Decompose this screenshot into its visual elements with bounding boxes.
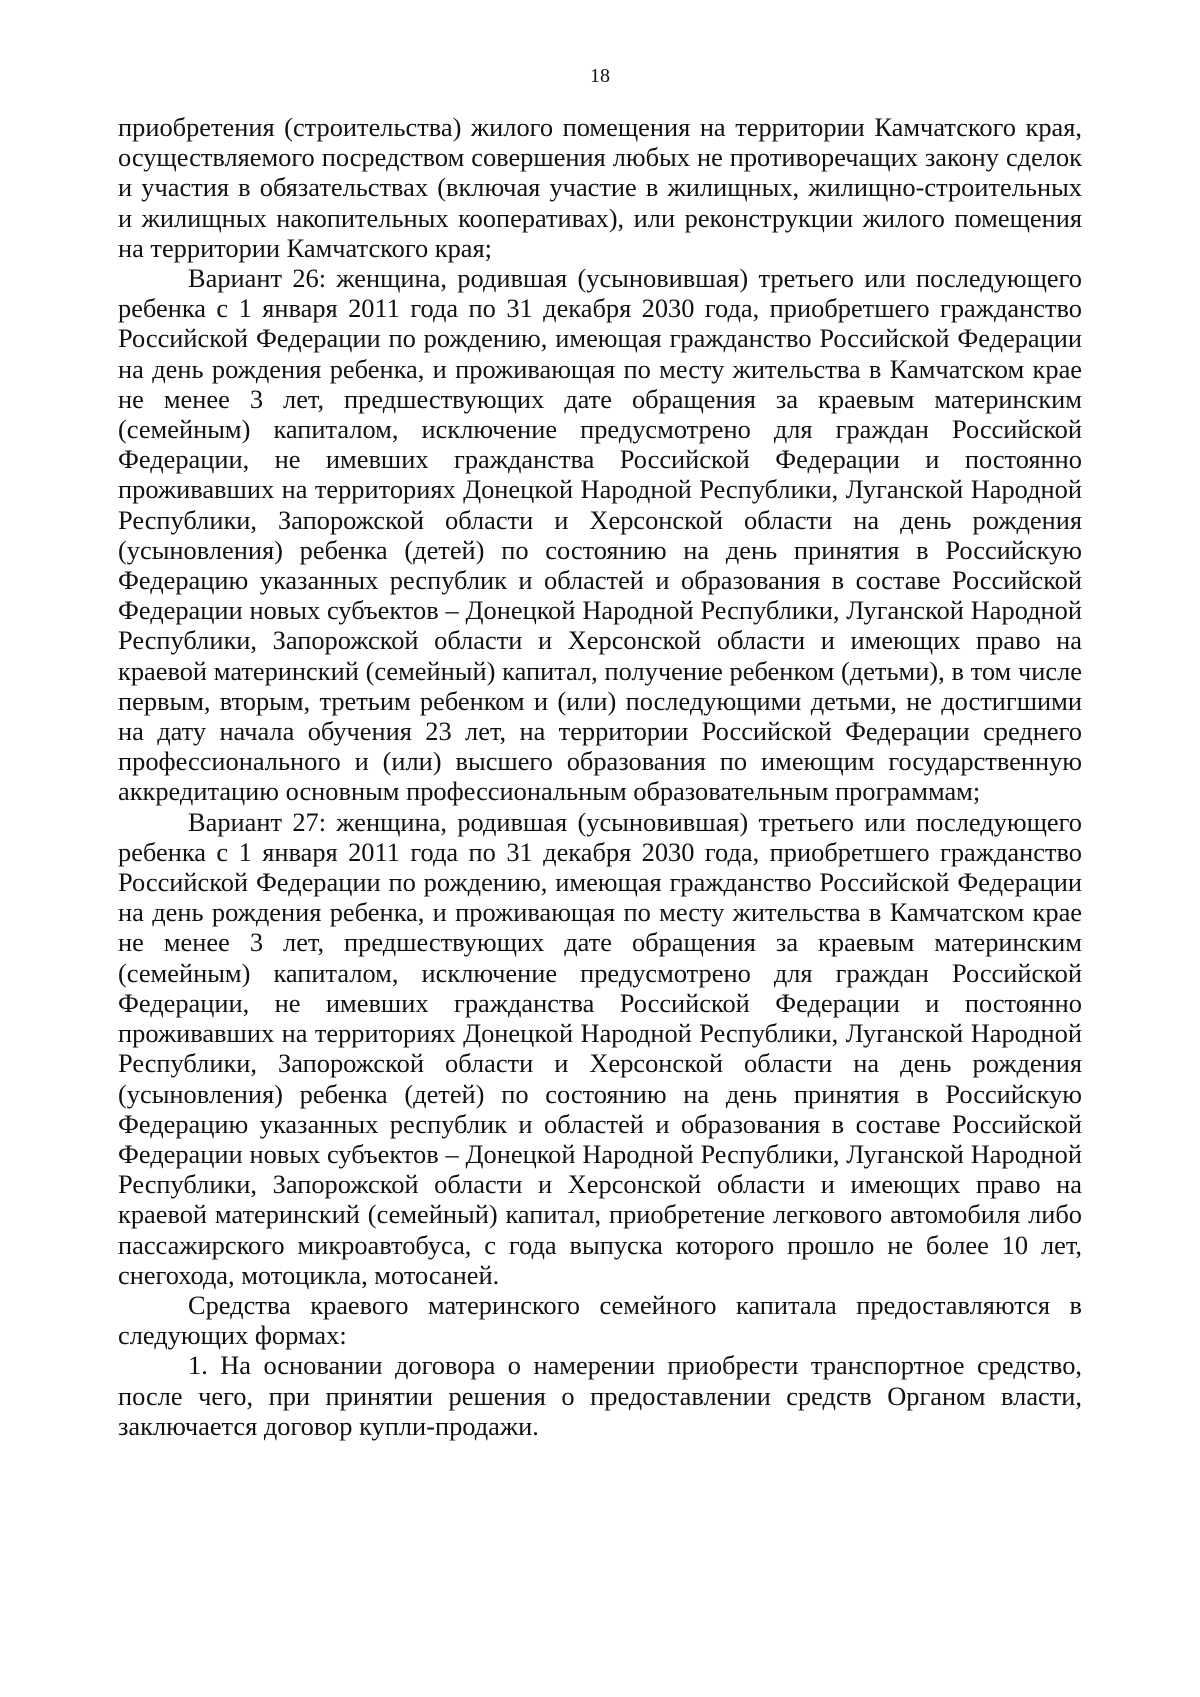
paragraph-item-1: 1. На основании договора о намерении приобрести транспортное средство, после чего, при принятии решения о предоставлении средств Органом власти, заключается договор купли-продажи. (118, 1350, 1082, 1441)
document-body (118, 112, 1082, 1441)
paragraph-variant-27: Вариант 27: женщина, родившая (усыновившая) третьего или последующего ребенка с 1 января 2011 года по 31 декабря 2030 года, приобретшего гражданство Российской Федерации по рождению, имеющая гражданство Российской Федерации на день рождения ребенка, и проживающая по месту жительства в Камчатском крае не менее 3 лет, предшествующих дате обращения за краевым материнским (семейным) капиталом, исключение предусмотрено для граждан Российской Федерации, не имевших гражданства Российской Федерации и постоянно проживавших на территориях Донецкой Народной Республики, Луганской Народной Республики, Запорожской области и Херсонской области на день рождения (усыновления) ребенка (детей) по состоянию на день принятия в Российскую Федерацию указанных республик и областей и образования в составе Российской Федерации новых субъектов – Донецкой Народной Республики, Луганской Народной Республики, Запорожской области и Херсонской области и имеющих право на краевой материнский (семейный) капитал, приобретение легкового автомобиля либо пассажирского микроавтобуса, с года выпуска которого прошло не более 10 лет, снегохода, мотоцикла, мотосаней. (118, 806, 1082, 1290)
paragraph-continuation: приобретения (строительства) жилого помещения на территории Камчатского края, осуществляемого посредством совершения любых не противоречащих закону сделок и участия в обязательствах (включая участие в жилищных, жилищно-строительных и жилищных накопительных кооперативах), или реконструкции жилого помещения на территории Камчатского края; (118, 112, 1082, 263)
paragraph-variant-26: Вариант 26: женщина, родившая (усыновившая) третьего или последующего ребенка с 1 января 2011 года по 31 декабря 2030 года, приобретшего гражданство Российской Федерации по рождению, имеющая гражданство Российской Федерации на день рождения ребенка, и проживающая по месту жительства в Камчатском крае не менее 3 лет, предшествующих дате обращения за краевым материнским (семейным) капиталом, исключение предусмотрено для граждан Российской Федерации, не имевших гражданства Российской Федерации и постоянно проживавших на территориях Донецкой Народной Республики, Луганской Народной Республики, Запорожской области и Херсонской области на день рождения (усыновления) ребенка (детей) по состоянию на день принятия в Российскую Федерацию указанных республик и областей и образования в составе Российской Федерации новых субъектов – Донецкой Народной Республики, Луганской Народной Республики, Запорожской области и Херсонской области и имеющих право на краевой материнский (семейный) капитал, получение ребенком (детьми), в том числе первым, вторым, третьим ребенком и (или) последующими детьми, не достигшими на дату начала обучения 23 лет, на территории Российской Федерации среднего профессионального и (или) высшего образования по имеющим государственную аккредитацию основным профессиональным образовательным программам; (118, 263, 1082, 807)
page-number: 18 (590, 65, 610, 87)
paragraph-funds-forms: Средства краевого материнского семейного капитала предоставляются в следующих формах: (118, 1289, 1082, 1351)
